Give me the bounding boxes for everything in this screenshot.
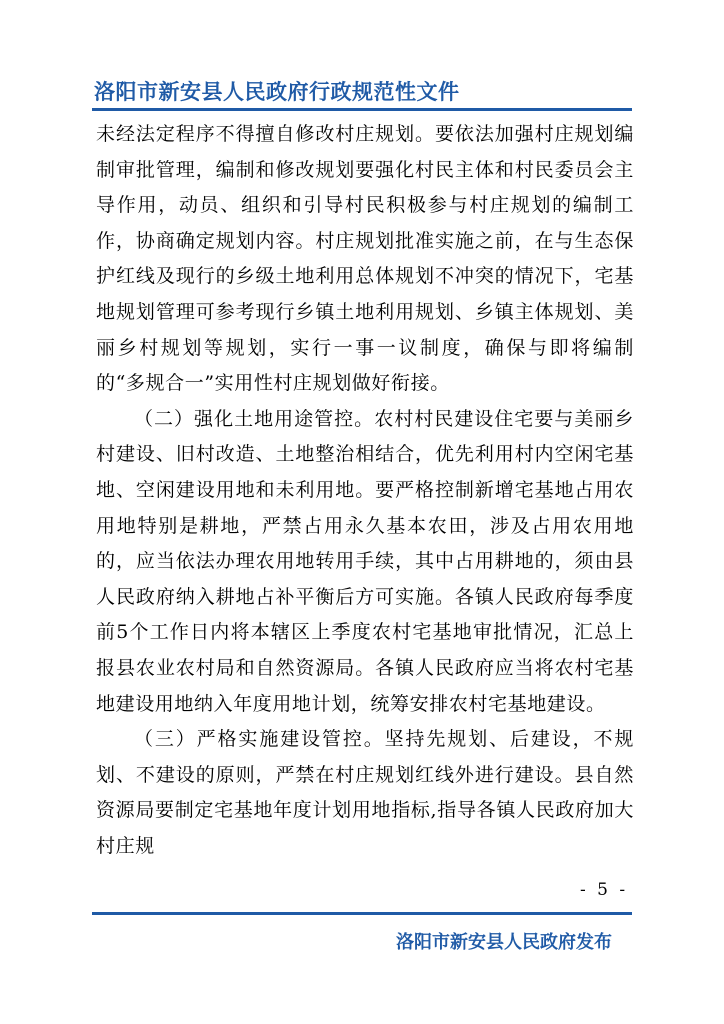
header-divider — [92, 108, 632, 111]
document-header-title: 洛阳市新安县人民政府行政规范性文件 — [94, 79, 460, 104]
document-body — [96, 117, 634, 864]
footer-divider — [92, 912, 632, 915]
body-paragraph: 未经法定程序不得擅自修改村庄规划。要依法加强村庄规划编制审批管理，编制和修改规划要强化村民主体和村民委员会主导作用，动员、组织和引导村民积极参与村庄规划的编制工作，协商确定规划内容。村庄规划批准实施之前，在与生态保护红线及现行的乡级土地利用总体规划不冲突的情况下，宅基地规划管理可参考现行乡镇土地利用规划、乡镇主体规划、美丽乡村规划等规划，实行一事一议制度，确保与即将编制的“多规合一”实用性村庄规划做好衔接。 — [96, 123, 634, 395]
page-number: - 5 - — [580, 880, 629, 900]
body-paragraph: （二）强化土地用途管控。农村村民建设住宅要与美丽乡村建设、旧村改造、土地整治相结合，优先利用村内空闲宅基地、空闲建设用地和未利用地。要严格控制新增宅基地占用农用地特别是耕地，严禁占用永久基本农田，涉及占用农用地的，应当依法办理农用地转用手续，其中占用耕地的，须由县人民政府纳入耕地占补平衡后方可实施。各镇人民政府每季度前5个工作日内将本辖区上季度农村宅基地审批情况，汇总上报县农业农村局和自然资源局。各镇人民政府应当将农村宅基地建设用地纳入年度用地计划，统筹安排农村宅基地建设。 — [96, 407, 634, 715]
body-paragraph: （三）严格实施建设管控。坚持先规划、后建设，不规划、不建设的原则，严禁在村庄规划红线外进行建设。县自然资源局要制定宅基地年度计划用地指标,指导各镇人民政府加大村庄规 — [96, 728, 634, 857]
footer-publisher: 洛阳市新安县人民政府发布 — [396, 932, 612, 953]
